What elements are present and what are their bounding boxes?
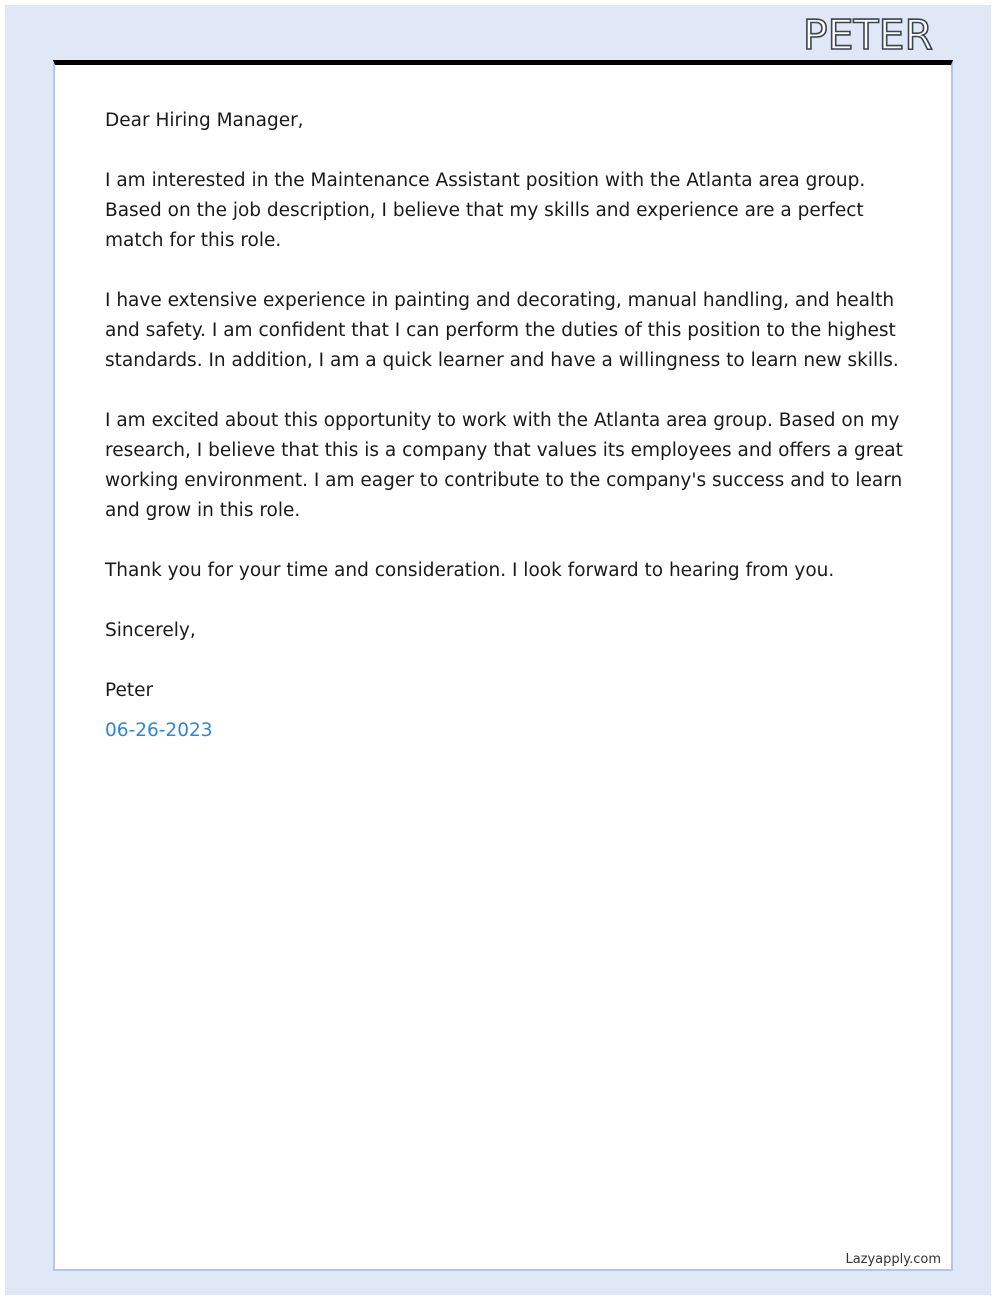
paragraph-3: I am excited about this opportunity to work with the Atlanta area group. Based on my research, I believe that this is a company that values its employees and offers a great working environment. I am eager to contribute to the company's success and to learn and grow in this role.: [105, 410, 903, 521]
header-name: PETER: [802, 11, 933, 59]
footer-credit: Lazyapply.com: [845, 1252, 941, 1267]
paragraph-1: I am interested in the Maintenance Assistant position with the Atlanta area group. Based on the job description, I believe that my skills and experience are a perfect match for this role.: [105, 170, 866, 251]
paragraph-4: Thank you for your time and consideration. I look forward to hearing from you.: [105, 560, 835, 581]
page-background: [5, 5, 991, 1295]
signature: Peter: [105, 680, 154, 701]
letter-date: 06-26-2023: [105, 720, 213, 741]
closing: Sincerely,: [105, 620, 196, 641]
letter-body: [105, 106, 905, 776]
salutation: Dear Hiring Manager,: [105, 110, 304, 131]
letter-page: [53, 60, 953, 1271]
paragraph-2: I have extensive experience in painting and decorating, manual handling, and health and safety. I am confident that I can perform the duties of this position to the highest standards. In addition, I am a quick learner and have a willingness to learn new skills.: [105, 290, 899, 371]
